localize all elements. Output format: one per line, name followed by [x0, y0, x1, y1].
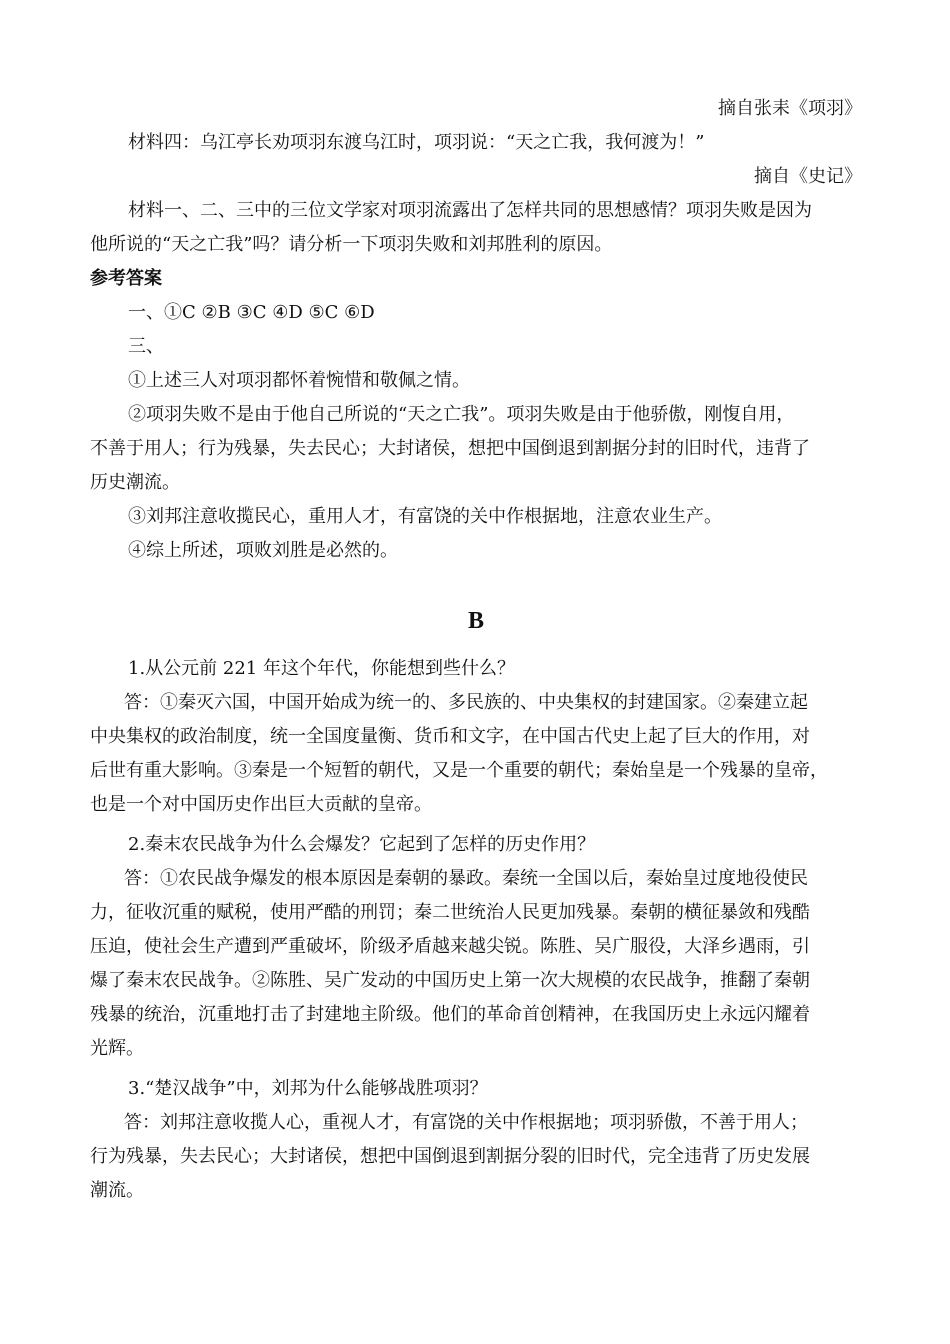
- answer-2-cont: 光辉。: [90, 1038, 144, 1059]
- question-1: 1.从公元前 221 年这个年代，你能想到些什么？: [128, 658, 515, 679]
- answer-point-2-cont: 历史潮流。: [90, 472, 180, 493]
- document-page: [90, 92, 862, 1208]
- answer-1-cont: 后世有重大影响。③秦是一个短暂的朝代，又是一个重要的朝代；秦始皇是一个残暴的皇帝，: [90, 760, 828, 781]
- answer-point-1: ①上述三人对项羽都怀着惋惜和敬佩之情。: [128, 370, 470, 391]
- answer-point-2-cont: 不善于用人；行为残暴，失去民心；大封诸侯，想把中国倒退到割据分封的旧时代，违背了: [90, 438, 810, 459]
- answer-point-2: ②项羽失败不是由于他自己所说的“天之亡我”。项羽失败是由于他骄傲，刚愎自用，: [128, 404, 795, 425]
- answer-2-cont: 力，征收沉重的赋税，使用严酷的刑罚；秦二世统治人民更加残暴。秦朝的横征暴敛和残酷: [90, 902, 810, 923]
- answer-3-cont: 行为残暴，失去民心；大封诸侯，想把中国倒退到割据分裂的旧时代，完全违背了历史发展: [90, 1146, 810, 1167]
- answer-1: 答：①秦灭六国，中国开始成为统一的、多民族的、中央集权的封建国家。②秦建立起: [124, 692, 808, 713]
- question-2: 2.秦末农民战争为什么会爆发？它起到了怎样的历史作用？: [128, 834, 596, 855]
- answer-section-one: 一、①C ②B ③C ④D ⑤C ⑥D: [128, 302, 375, 323]
- answer-2-cont: 残暴的统治，沉重地打击了封建地主阶级。他们的革命首创精神，在我国历史上永远闪耀着: [90, 1004, 810, 1025]
- answer-3: 答：刘邦注意收揽人心，重视人才，有富饶的关中作根据地；项羽骄傲，不善于用人；: [124, 1112, 808, 1133]
- answer-point-3: ③刘邦注意收揽民心，重用人才，有富饶的关中作根据地，注意农业生产。: [128, 506, 722, 527]
- material-four: 材料四：乌江亭长劝项羽东渡乌江时，项羽说：“天之亡我，我何渡为！”: [128, 132, 705, 153]
- answer-heading: 参考答案: [90, 268, 162, 289]
- answer-point-4: ④综上所述，项败刘胜是必然的。: [128, 540, 398, 561]
- question-line: 他所说的“天之亡我”吗？请分析一下项羽失败和刘邦胜利的原因。: [90, 234, 613, 255]
- answer-2: 答：①农民战争爆发的根本原因是秦朝的暴政。秦统一全国以后，秦始皇过度地役使民: [124, 868, 808, 889]
- source-citation-zhang-lei: 摘自张耒《项羽》: [718, 98, 862, 119]
- answer-2-cont: 爆了秦末农民战争。②陈胜、吴广发动的中国历史上第一次大规模的农民战争，推翻了秦朝: [90, 970, 810, 991]
- section-heading-b: B: [467, 608, 484, 634]
- answer-section-three: 三、: [128, 336, 164, 357]
- question-3: 3.“楚汉战争”中，刘邦为什么能够战胜项羽？: [128, 1078, 488, 1099]
- answer-1-cont: 中央集权的政治制度，统一全国度量衡、货币和文字，在中国古代史上起了巨大的作用，对: [90, 726, 810, 747]
- source-citation-shiji: 摘自《史记》: [754, 166, 862, 187]
- answer-2-cont: 压迫，使社会生产遭到严重破坏，阶级矛盾越来越尖锐。陈胜、吴广服役，大泽乡遇雨，引: [90, 936, 810, 957]
- answer-3-cont: 潮流。: [90, 1180, 144, 1201]
- answer-1-cont: 也是一个对中国历史作出巨大贡献的皇帝。: [90, 794, 432, 815]
- question-line: 材料一、二、三中的三位文学家对项羽流露出了怎样共同的思想感情？项羽失败是因为: [128, 200, 812, 221]
